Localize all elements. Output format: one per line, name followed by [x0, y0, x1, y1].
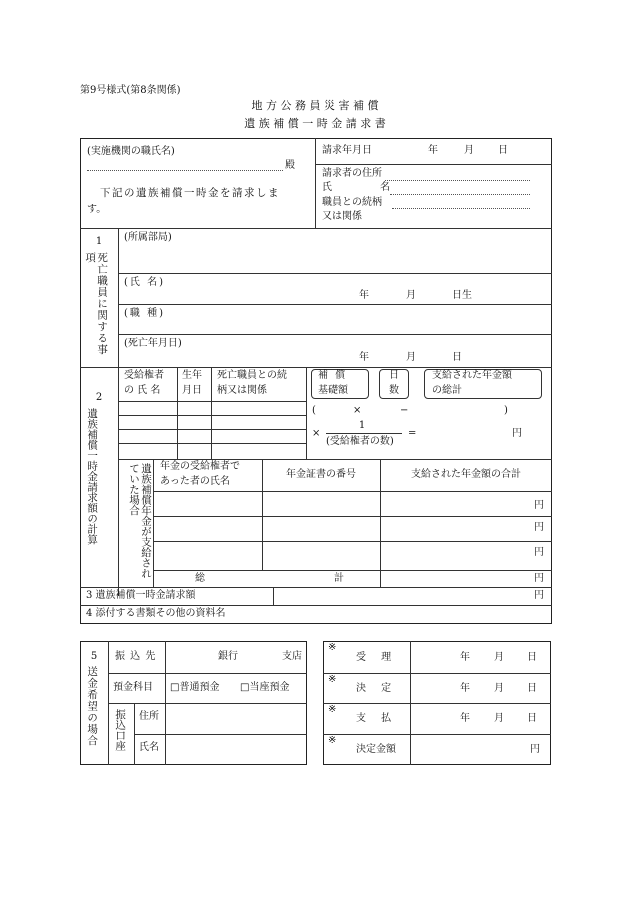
relation-label-2: 又は関係 [322, 211, 362, 222]
col-base-2: 基礎額 [318, 385, 348, 396]
death-month-unit: 月 [406, 352, 416, 363]
formula-times-2: × [312, 428, 321, 439]
claimant-name-label-b: 名 [380, 182, 390, 193]
sec3-yen: 円 [534, 590, 544, 601]
amount-mark: ※ [328, 735, 337, 746]
sec5-number: 5 [90, 651, 98, 662]
birth-day-suffix: 日生 [452, 290, 472, 301]
col-days-1: 日 [389, 370, 399, 381]
col-days-2: 数 [389, 385, 399, 396]
cert-number-label: 年金証書の番号 [286, 469, 356, 480]
claimant-address-label: 請求者の住所 [322, 168, 382, 179]
request-day-unit: 日 [498, 145, 508, 156]
col-relation-2: 柄又は関係 [217, 385, 267, 396]
payment-mark: ※ [328, 704, 337, 715]
col-total-1: 支給された年金額 [432, 370, 512, 381]
death-year-unit: 年 [359, 352, 369, 363]
bank-label: 銀行 [218, 651, 238, 662]
payment-label: 支 払 [356, 713, 398, 724]
decision-label: 決 定 [356, 683, 398, 694]
formula-numerator: 1 [358, 420, 366, 431]
request-month-unit: 月 [464, 145, 474, 156]
decision-year: 年 [460, 683, 470, 694]
account-address-label: 住所 [139, 711, 159, 722]
sec2-number: 2 [95, 392, 103, 403]
relation-label-1: 職員との続柄 [322, 197, 382, 208]
receipt-label: 受 理 [356, 652, 398, 663]
form-title-line1: 地 方 公 務 員 災 害 補 償 [251, 99, 379, 112]
birth-year-unit: 年 [359, 290, 369, 301]
decision-month: 月 [494, 683, 504, 694]
current-deposit-checkbox[interactable]: □当座預金 [240, 682, 290, 693]
receipt-mark: ※ [328, 642, 337, 653]
account-side-label: 振込口座 [114, 709, 127, 751]
form-number-label: 第9号様式(第8条関係) [80, 85, 181, 96]
decision-mark: ※ [328, 674, 337, 685]
col-birth-2: 月日 [182, 385, 202, 396]
pension-name-2: あった者の氏名 [160, 476, 230, 487]
deceased-name-label: (氏 名) [124, 277, 165, 288]
col-base-1: 補 償 [318, 370, 348, 381]
death-day-unit: 日 [452, 352, 462, 363]
sec1-number: 1 [95, 236, 103, 247]
formula-yen: 円 [512, 428, 522, 439]
decision-day: 日 [527, 683, 537, 694]
agency-label: (実施機関の職氏名) [87, 146, 175, 157]
branch-label: 支店 [282, 651, 302, 662]
request-year-unit: 年 [428, 145, 438, 156]
death-date-label: (死亡年月日) [124, 338, 182, 349]
ordinary-deposit-checkbox[interactable]: □普通預金 [170, 682, 220, 693]
request-text-line1: 下記の遺族補償一時金を請求しま [100, 187, 280, 199]
transfer-to-label: 振 込 先 [115, 651, 157, 662]
decided-amount-yen: 円 [530, 744, 540, 755]
row3-yen: 円 [534, 547, 544, 558]
formula-denominator: (受給権者の数) [326, 436, 394, 447]
dept-label: (所属部局) [124, 232, 172, 243]
pension-name-1: 年金の受給権者で [160, 461, 240, 472]
formula-open: ( [312, 405, 316, 416]
total-label-a: 総 [195, 573, 205, 584]
formula-times: × [353, 405, 362, 416]
job-label: (職 種) [124, 308, 165, 319]
form-title-line2: 遺 族 補 償 一 時 金 請 求 書 [244, 117, 386, 130]
receipt-day: 日 [527, 652, 537, 663]
pension-sum-label: 支給された年金額の合計 [411, 469, 521, 480]
total-label-b: 計 [334, 573, 344, 584]
col-holder-1: 受給権者 [124, 370, 164, 381]
sec4-label: 4 添付する書類その他の資料名 [86, 608, 226, 619]
request-date-label: 請求年月日 [322, 145, 372, 156]
col-relation-1: 死亡職員との続 [217, 370, 287, 381]
row1-yen: 円 [534, 500, 544, 511]
sec3-label: 3 遺族補償一時金請求額 [86, 590, 196, 601]
payment-day: 日 [527, 713, 537, 724]
birth-month-unit: 月 [406, 290, 416, 301]
formula-close: ) [504, 405, 508, 416]
account-name-label: 氏名 [139, 742, 159, 753]
decided-amount-label: 決定金額 [356, 744, 396, 755]
dono-label: 殿 [285, 160, 295, 171]
payment-year: 年 [460, 713, 470, 724]
sec1-title: 死亡職員に関する事項 [84, 252, 109, 356]
receipt-year: 年 [460, 652, 470, 663]
pension-side-label: 遺族補償年金が支給されていた場合 [127, 463, 152, 579]
claimant-name-label-a: 氏 [322, 182, 332, 193]
formula-equals: = [408, 428, 417, 439]
formula-minus: − [400, 405, 409, 416]
account-type-label: 預金科目 [113, 682, 153, 693]
sec5-title: 送金希望の場合 [86, 666, 99, 747]
sec2-title: 遺族補償一時金請求額の計算 [86, 408, 99, 545]
request-text-line2: す。 [87, 204, 107, 215]
col-birth-1: 生年 [182, 370, 202, 381]
payment-month: 月 [494, 713, 504, 724]
col-holder-2: の 氏 名 [124, 385, 161, 396]
row2-yen: 円 [534, 522, 544, 533]
receipt-month: 月 [494, 652, 504, 663]
col-total-2: の総計 [432, 385, 462, 396]
total-yen: 円 [534, 573, 544, 584]
